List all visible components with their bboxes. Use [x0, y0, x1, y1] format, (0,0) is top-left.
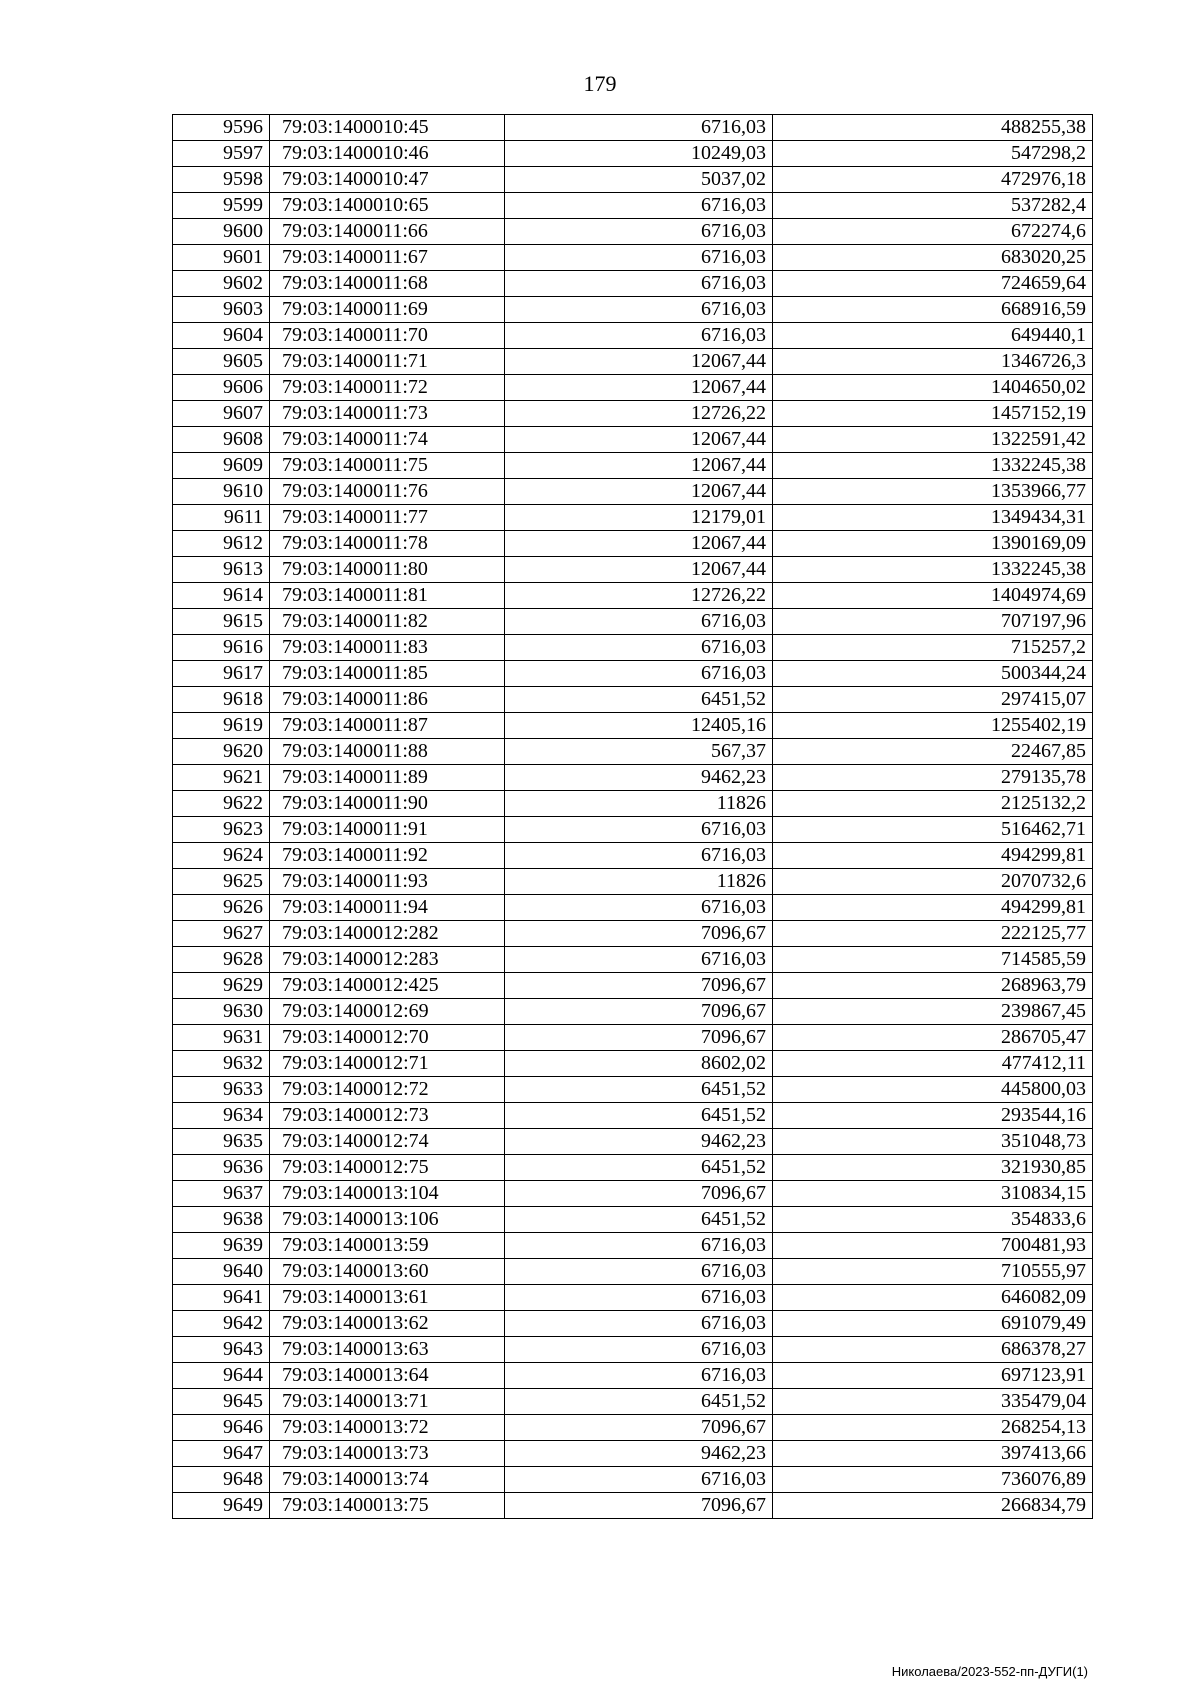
row-number-cell: 9632: [173, 1051, 270, 1077]
cadastral-number-cell: 79:03:1400013:62: [270, 1311, 505, 1337]
row-number-cell: 9618: [173, 687, 270, 713]
cadastral-value-cell: 222125,77: [773, 921, 1093, 947]
area-cell: 7096,67: [505, 1415, 773, 1441]
area-cell: 6716,03: [505, 1337, 773, 1363]
row-number-cell: 9631: [173, 1025, 270, 1051]
table-row: [173, 141, 1093, 167]
table-row: [173, 635, 1093, 661]
row-number-cell: 9625: [173, 869, 270, 895]
cadastral-value-cell: 477412,11: [773, 1051, 1093, 1077]
table-row: [173, 219, 1093, 245]
cadastral-value-cell: 516462,71: [773, 817, 1093, 843]
row-number-cell: 9617: [173, 661, 270, 687]
table-row: [173, 1311, 1093, 1337]
area-cell: 9462,23: [505, 1441, 773, 1467]
cadastral-number-cell: 79:03:1400011:88: [270, 739, 505, 765]
table-row: [173, 713, 1093, 739]
table-row: [173, 1337, 1093, 1363]
document-footer-id: Николаева/2023-552-пп-ДУГИ(1): [891, 1664, 1088, 1679]
row-number-cell: 9620: [173, 739, 270, 765]
cadastral-value-cell: 22467,85: [773, 739, 1093, 765]
cadastral-value-cell: 297415,07: [773, 687, 1093, 713]
row-number-cell: 9608: [173, 427, 270, 453]
table-row: [173, 869, 1093, 895]
cadastral-value-cell: 1349434,31: [773, 505, 1093, 531]
area-cell: 6716,03: [505, 219, 773, 245]
area-cell: 7096,67: [505, 999, 773, 1025]
table-row: [173, 453, 1093, 479]
cadastral-table-container: [172, 114, 1092, 1519]
table-row: [173, 1181, 1093, 1207]
cadastral-number-cell: 79:03:1400011:82: [270, 609, 505, 635]
area-cell: 6716,03: [505, 1467, 773, 1493]
cadastral-number-cell: 79:03:1400012:282: [270, 921, 505, 947]
area-cell: 6716,03: [505, 947, 773, 973]
row-number-cell: 9611: [173, 505, 270, 531]
area-cell: 9462,23: [505, 765, 773, 791]
cadastral-number-cell: 79:03:1400011:81: [270, 583, 505, 609]
area-cell: 12179,01: [505, 505, 773, 531]
cadastral-number-cell: 79:03:1400012:74: [270, 1129, 505, 1155]
cadastral-value-cell: 286705,47: [773, 1025, 1093, 1051]
cadastral-value-cell: 1255402,19: [773, 713, 1093, 739]
cadastral-value-cell: 293544,16: [773, 1103, 1093, 1129]
area-cell: 7096,67: [505, 921, 773, 947]
area-cell: 6716,03: [505, 895, 773, 921]
area-cell: 6716,03: [505, 193, 773, 219]
row-number-cell: 9639: [173, 1233, 270, 1259]
cadastral-number-cell: 79:03:1400011:68: [270, 271, 505, 297]
row-number-cell: 9610: [173, 479, 270, 505]
cadastral-value-cell: 494299,81: [773, 895, 1093, 921]
row-number-cell: 9609: [173, 453, 270, 479]
cadastral-number-cell: 79:03:1400011:94: [270, 895, 505, 921]
cadastral-number-cell: 79:03:1400011:73: [270, 401, 505, 427]
cadastral-number-cell: 79:03:1400011:66: [270, 219, 505, 245]
cadastral-value-cell: 700481,93: [773, 1233, 1093, 1259]
row-number-cell: 9621: [173, 765, 270, 791]
cadastral-number-cell: 79:03:1400013:71: [270, 1389, 505, 1415]
row-number-cell: 9612: [173, 531, 270, 557]
row-number-cell: 9643: [173, 1337, 270, 1363]
cadastral-value-cell: 1332245,38: [773, 557, 1093, 583]
area-cell: 6716,03: [505, 843, 773, 869]
area-cell: 11826: [505, 791, 773, 817]
row-number-cell: 9636: [173, 1155, 270, 1181]
area-cell: 6716,03: [505, 635, 773, 661]
row-number-cell: 9599: [173, 193, 270, 219]
table-row: [173, 1155, 1093, 1181]
table-row: [173, 1077, 1093, 1103]
table-row: [173, 661, 1093, 687]
cadastral-value-cell: 1322591,42: [773, 427, 1093, 453]
table-row: [173, 427, 1093, 453]
area-cell: 12067,44: [505, 427, 773, 453]
area-cell: 6716,03: [505, 297, 773, 323]
row-number-cell: 9647: [173, 1441, 270, 1467]
row-number-cell: 9638: [173, 1207, 270, 1233]
cadastral-number-cell: 79:03:1400011:80: [270, 557, 505, 583]
cadastral-value-cell: 683020,25: [773, 245, 1093, 271]
cadastral-number-cell: 79:03:1400012:283: [270, 947, 505, 973]
cadastral-number-cell: 79:03:1400011:70: [270, 323, 505, 349]
table-row: [173, 895, 1093, 921]
cadastral-value-cell: 2070732,6: [773, 869, 1093, 895]
area-cell: 6716,03: [505, 1233, 773, 1259]
row-number-cell: 9626: [173, 895, 270, 921]
cadastral-value-cell: 547298,2: [773, 141, 1093, 167]
row-number-cell: 9615: [173, 609, 270, 635]
row-number-cell: 9644: [173, 1363, 270, 1389]
cadastral-value-cell: 1457152,19: [773, 401, 1093, 427]
area-cell: 6716,03: [505, 245, 773, 271]
row-number-cell: 9601: [173, 245, 270, 271]
area-cell: 9462,23: [505, 1129, 773, 1155]
cadastral-number-cell: 79:03:1400010:45: [270, 115, 505, 141]
table-row: [173, 1493, 1093, 1519]
table-row: [173, 1415, 1093, 1441]
cadastral-value-cell: 351048,73: [773, 1129, 1093, 1155]
table-row: [173, 557, 1093, 583]
cadastral-number-cell: 79:03:1400012:69: [270, 999, 505, 1025]
row-number-cell: 9598: [173, 167, 270, 193]
row-number-cell: 9637: [173, 1181, 270, 1207]
table-row: [173, 1285, 1093, 1311]
cadastral-number-cell: 79:03:1400011:89: [270, 765, 505, 791]
area-cell: 12067,44: [505, 375, 773, 401]
area-cell: 6716,03: [505, 1259, 773, 1285]
cadastral-number-cell: 79:03:1400013:64: [270, 1363, 505, 1389]
table-row: [173, 1207, 1093, 1233]
area-cell: 6451,52: [505, 1077, 773, 1103]
cadastral-number-cell: 79:03:1400013:73: [270, 1441, 505, 1467]
cadastral-value-cell: 335479,04: [773, 1389, 1093, 1415]
cadastral-number-cell: 79:03:1400013:72: [270, 1415, 505, 1441]
cadastral-value-cell: 472976,18: [773, 167, 1093, 193]
table-row: [173, 375, 1093, 401]
table-row: [173, 947, 1093, 973]
cadastral-value-cell: 697123,91: [773, 1363, 1093, 1389]
area-cell: 6716,03: [505, 1363, 773, 1389]
row-number-cell: 9630: [173, 999, 270, 1025]
cadastral-value-cell: 354833,6: [773, 1207, 1093, 1233]
cadastral-value-cell: 736076,89: [773, 1467, 1093, 1493]
cadastral-number-cell: 79:03:1400011:75: [270, 453, 505, 479]
cadastral-value-cell: 500344,24: [773, 661, 1093, 687]
area-cell: 6451,52: [505, 1155, 773, 1181]
cadastral-number-cell: 79:03:1400011:74: [270, 427, 505, 453]
area-cell: 6451,52: [505, 1207, 773, 1233]
row-number-cell: 9597: [173, 141, 270, 167]
table-row: [173, 583, 1093, 609]
table-row: [173, 843, 1093, 869]
table-row: [173, 1363, 1093, 1389]
area-cell: 6451,52: [505, 687, 773, 713]
cadastral-value-cell: 1404974,69: [773, 583, 1093, 609]
cadastral-number-cell: 79:03:1400012:425: [270, 973, 505, 999]
row-number-cell: 9642: [173, 1311, 270, 1337]
row-number-cell: 9619: [173, 713, 270, 739]
cadastral-table: [172, 114, 1093, 1519]
cadastral-value-cell: 445800,03: [773, 1077, 1093, 1103]
row-number-cell: 9646: [173, 1415, 270, 1441]
area-cell: 12405,16: [505, 713, 773, 739]
area-cell: 6451,52: [505, 1103, 773, 1129]
cadastral-value-cell: 724659,64: [773, 271, 1093, 297]
cadastral-value-cell: 279135,78: [773, 765, 1093, 791]
area-cell: 12726,22: [505, 583, 773, 609]
row-number-cell: 9600: [173, 219, 270, 245]
cadastral-number-cell: 79:03:1400011:71: [270, 349, 505, 375]
cadastral-value-cell: 2125132,2: [773, 791, 1093, 817]
area-cell: 6716,03: [505, 661, 773, 687]
table-row: [173, 609, 1093, 635]
cadastral-value-cell: 649440,1: [773, 323, 1093, 349]
cadastral-value-cell: 1404650,02: [773, 375, 1093, 401]
table-body: [173, 115, 1093, 1519]
area-cell: 12067,44: [505, 349, 773, 375]
cadastral-value-cell: 321930,85: [773, 1155, 1093, 1181]
row-number-cell: 9641: [173, 1285, 270, 1311]
table-row: [173, 1103, 1093, 1129]
cadastral-number-cell: 79:03:1400011:69: [270, 297, 505, 323]
cadastral-value-cell: 1332245,38: [773, 453, 1093, 479]
table-row: [173, 297, 1093, 323]
row-number-cell: 9606: [173, 375, 270, 401]
row-number-cell: 9645: [173, 1389, 270, 1415]
cadastral-value-cell: 494299,81: [773, 843, 1093, 869]
cadastral-number-cell: 79:03:1400011:77: [270, 505, 505, 531]
table-row: [173, 349, 1093, 375]
row-number-cell: 9635: [173, 1129, 270, 1155]
cadastral-number-cell: 79:03:1400013:61: [270, 1285, 505, 1311]
area-cell: 6716,03: [505, 1311, 773, 1337]
table-row: [173, 687, 1093, 713]
area-cell: 12067,44: [505, 531, 773, 557]
area-cell: 7096,67: [505, 1181, 773, 1207]
cadastral-number-cell: 79:03:1400013:75: [270, 1493, 505, 1519]
table-row: [173, 193, 1093, 219]
cadastral-value-cell: 266834,79: [773, 1493, 1093, 1519]
cadastral-value-cell: 668916,59: [773, 297, 1093, 323]
area-cell: 8602,02: [505, 1051, 773, 1077]
cadastral-number-cell: 79:03:1400012:71: [270, 1051, 505, 1077]
cadastral-number-cell: 79:03:1400013:63: [270, 1337, 505, 1363]
row-number-cell: 9633: [173, 1077, 270, 1103]
cadastral-number-cell: 79:03:1400013:60: [270, 1259, 505, 1285]
cadastral-number-cell: 79:03:1400012:72: [270, 1077, 505, 1103]
table-row: [173, 791, 1093, 817]
cadastral-number-cell: 79:03:1400011:90: [270, 791, 505, 817]
table-row: [173, 479, 1093, 505]
cadastral-value-cell: 1353966,77: [773, 479, 1093, 505]
area-cell: 6716,03: [505, 271, 773, 297]
area-cell: 7096,67: [505, 973, 773, 999]
area-cell: 7096,67: [505, 1025, 773, 1051]
row-number-cell: 9628: [173, 947, 270, 973]
cadastral-number-cell: 79:03:1400012:73: [270, 1103, 505, 1129]
row-number-cell: 9648: [173, 1467, 270, 1493]
row-number-cell: 9607: [173, 401, 270, 427]
cadastral-value-cell: 1346726,3: [773, 349, 1093, 375]
table-row: [173, 323, 1093, 349]
cadastral-number-cell: 79:03:1400011:72: [270, 375, 505, 401]
area-cell: 567,37: [505, 739, 773, 765]
row-number-cell: 9614: [173, 583, 270, 609]
cadastral-number-cell: 79:03:1400010:46: [270, 141, 505, 167]
cadastral-number-cell: 79:03:1400011:78: [270, 531, 505, 557]
cadastral-number-cell: 79:03:1400013:74: [270, 1467, 505, 1493]
table-row: [173, 1051, 1093, 1077]
cadastral-number-cell: 79:03:1400011:93: [270, 869, 505, 895]
cadastral-value-cell: 310834,15: [773, 1181, 1093, 1207]
cadastral-value-cell: 537282,4: [773, 193, 1093, 219]
cadastral-number-cell: 79:03:1400011:87: [270, 713, 505, 739]
row-number-cell: 9616: [173, 635, 270, 661]
table-row: [173, 245, 1093, 271]
row-number-cell: 9629: [173, 973, 270, 999]
area-cell: 10249,03: [505, 141, 773, 167]
cadastral-value-cell: 646082,09: [773, 1285, 1093, 1311]
cadastral-number-cell: 79:03:1400011:85: [270, 661, 505, 687]
cadastral-number-cell: 79:03:1400010:47: [270, 167, 505, 193]
cadastral-value-cell: 715257,2: [773, 635, 1093, 661]
area-cell: 6716,03: [505, 1285, 773, 1311]
cadastral-value-cell: 672274,6: [773, 219, 1093, 245]
row-number-cell: 9596: [173, 115, 270, 141]
area-cell: 6716,03: [505, 115, 773, 141]
table-row: [173, 1025, 1093, 1051]
cadastral-number-cell: 79:03:1400012:75: [270, 1155, 505, 1181]
cadastral-number-cell: 79:03:1400013:59: [270, 1233, 505, 1259]
area-cell: 12726,22: [505, 401, 773, 427]
cadastral-number-cell: 79:03:1400011:76: [270, 479, 505, 505]
area-cell: 5037,02: [505, 167, 773, 193]
cadastral-number-cell: 79:03:1400011:67: [270, 245, 505, 271]
cadastral-number-cell: 79:03:1400013:104: [270, 1181, 505, 1207]
page-number: 179: [583, 71, 617, 96]
row-number-cell: 9605: [173, 349, 270, 375]
table-row: [173, 1441, 1093, 1467]
cadastral-value-cell: 239867,45: [773, 999, 1093, 1025]
cadastral-number-cell: 79:03:1400013:106: [270, 1207, 505, 1233]
area-cell: 12067,44: [505, 557, 773, 583]
cadastral-number-cell: 79:03:1400012:70: [270, 1025, 505, 1051]
row-number-cell: 9624: [173, 843, 270, 869]
table-row: [173, 739, 1093, 765]
cadastral-value-cell: 686378,27: [773, 1337, 1093, 1363]
area-cell: 7096,67: [505, 1493, 773, 1519]
table-row: [173, 401, 1093, 427]
cadastral-value-cell: 691079,49: [773, 1311, 1093, 1337]
area-cell: 12067,44: [505, 453, 773, 479]
row-number-cell: 9602: [173, 271, 270, 297]
row-number-cell: 9634: [173, 1103, 270, 1129]
cadastral-number-cell: 79:03:1400011:83: [270, 635, 505, 661]
area-cell: 6451,52: [505, 1389, 773, 1415]
table-row: [173, 1389, 1093, 1415]
row-number-cell: 9623: [173, 817, 270, 843]
area-cell: 6716,03: [505, 817, 773, 843]
table-row: [173, 531, 1093, 557]
cadastral-number-cell: 79:03:1400010:65: [270, 193, 505, 219]
row-number-cell: 9604: [173, 323, 270, 349]
cadastral-value-cell: 488255,38: [773, 115, 1093, 141]
table-row: [173, 1233, 1093, 1259]
area-cell: 6716,03: [505, 609, 773, 635]
table-row: [173, 115, 1093, 141]
row-number-cell: 9603: [173, 297, 270, 323]
table-row: [173, 271, 1093, 297]
table-row: [173, 817, 1093, 843]
cadastral-number-cell: 79:03:1400011:91: [270, 817, 505, 843]
cadastral-value-cell: 710555,97: [773, 1259, 1093, 1285]
cadastral-value-cell: 707197,96: [773, 609, 1093, 635]
cadastral-number-cell: 79:03:1400011:86: [270, 687, 505, 713]
cadastral-number-cell: 79:03:1400011:92: [270, 843, 505, 869]
row-number-cell: 9613: [173, 557, 270, 583]
cadastral-value-cell: 714585,59: [773, 947, 1093, 973]
row-number-cell: 9640: [173, 1259, 270, 1285]
table-row: [173, 1259, 1093, 1285]
table-row: [173, 765, 1093, 791]
row-number-cell: 9622: [173, 791, 270, 817]
table-row: [173, 973, 1093, 999]
table-row: [173, 999, 1093, 1025]
area-cell: 12067,44: [505, 479, 773, 505]
table-row: [173, 1467, 1093, 1493]
cadastral-value-cell: 1390169,09: [773, 531, 1093, 557]
area-cell: 6716,03: [505, 323, 773, 349]
row-number-cell: 9627: [173, 921, 270, 947]
table-row: [173, 505, 1093, 531]
cadastral-value-cell: 397413,66: [773, 1441, 1093, 1467]
table-row: [173, 167, 1093, 193]
cadastral-value-cell: 268963,79: [773, 973, 1093, 999]
area-cell: 11826: [505, 869, 773, 895]
table-row: [173, 1129, 1093, 1155]
cadastral-value-cell: 268254,13: [773, 1415, 1093, 1441]
table-row: [173, 921, 1093, 947]
row-number-cell: 9649: [173, 1493, 270, 1519]
